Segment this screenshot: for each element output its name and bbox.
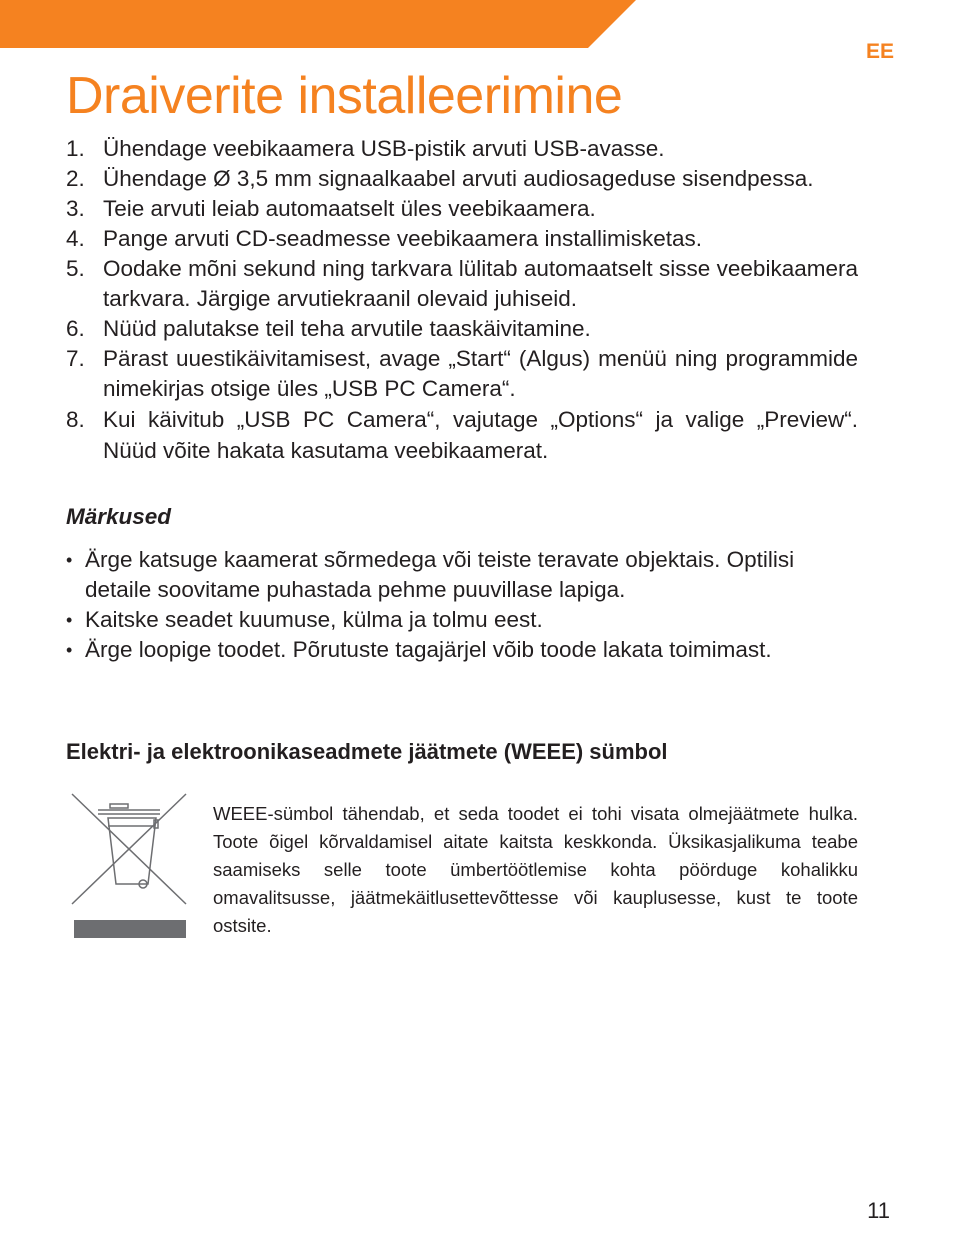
step-text: Ühendage veebikaamera USB-pistik arvuti USB-avasse. (103, 136, 665, 161)
note-text: Ärge loopige toodet. Põrutuste tagajärjel võib toode lakata toimimast. (85, 637, 772, 662)
bullet: • (66, 640, 73, 660)
page-number: 11 (867, 1198, 890, 1223)
step-number: 8. (66, 407, 85, 432)
step-text: Nüüd palutakse teil teha arvutile taaskäivitamine. (103, 316, 591, 341)
list-item (66, 164, 858, 194)
list-item (66, 134, 858, 164)
step-number: 2. (66, 166, 85, 191)
step-number: 3. (66, 196, 85, 221)
bullet: • (66, 550, 73, 570)
step-text: Ühendage Ø 3,5 mm signaalkaabel arvuti audiosageduse sisendpessa. (103, 166, 814, 191)
list-item (66, 344, 858, 404)
header-accent-bar (0, 0, 640, 48)
list-item (66, 194, 858, 224)
step-text: Pange arvuti CD-seadmesse veebikaamera installimisketas. (103, 226, 703, 251)
weee-description: WEEE-sümbol tähendab, et seda toodet ei tohi visata olmejäätmete hulka. Toote õigel kõrvaldamisel aitate kaitsta keskkonda. Üksikasjalikuma teabe saamiseks selle toote ümbertöötlemise kohta pöörduge kohalikku omavalitsusse, jäätmekäitlusettevõttesse või kauplusesse, kust te toote ostsite. (213, 803, 858, 936)
step-text: Pärast uuestikäivitamisest, avage „Start“ (Algus) menüü ning programmide nimekirjas otsige üles „USB PC Camera“. (103, 346, 858, 401)
list-item (66, 545, 858, 605)
list-item (66, 404, 858, 466)
step-number: 1. (66, 136, 85, 161)
notes-list (66, 545, 858, 665)
installation-steps (66, 134, 858, 466)
step-text: Oodake mõni sekund ning tarkvara lülitab automaatselt sisse veebikaamera tarkvara. Järgige arvutiekraanil olevaid juhiseid. (103, 256, 858, 311)
list-item (66, 254, 858, 314)
note-text: Ärge katsuge kaamerat sõrmedega või teiste teravate objektais. Optilisi detaile soovitame puhastada pehme puuvillase lapiga. (85, 547, 795, 602)
step-number: 6. (66, 316, 85, 341)
list-item (66, 314, 858, 344)
language-code: EE (865, 40, 894, 63)
step-number: 7. (66, 346, 85, 371)
notes-heading: Märkused (66, 504, 172, 529)
step-number: 4. (66, 226, 85, 251)
weee-heading: Elektri- ja elektroonikaseadmete jäätmete (WEEE) sümbol (66, 739, 668, 764)
list-item (66, 605, 858, 635)
page-title: Draiverite installeerimine (66, 67, 623, 125)
step-text: Kui käivitub „USB PC Camera“, vajutage „Options“ ja valige „Preview“. Nüüd võite hakata kasutama veebikaamerat. (103, 407, 858, 463)
list-item (66, 224, 858, 254)
note-text: Kaitske seadet kuumuse, külma ja tolmu eest. (85, 607, 543, 632)
crossed-out-wheelie-bin-icon (70, 792, 188, 940)
step-number: 5. (66, 256, 85, 281)
step-text: Teie arvuti leiab automaatselt üles veebikaamera. (103, 196, 596, 221)
bullet: • (66, 610, 73, 630)
list-item (66, 635, 858, 665)
